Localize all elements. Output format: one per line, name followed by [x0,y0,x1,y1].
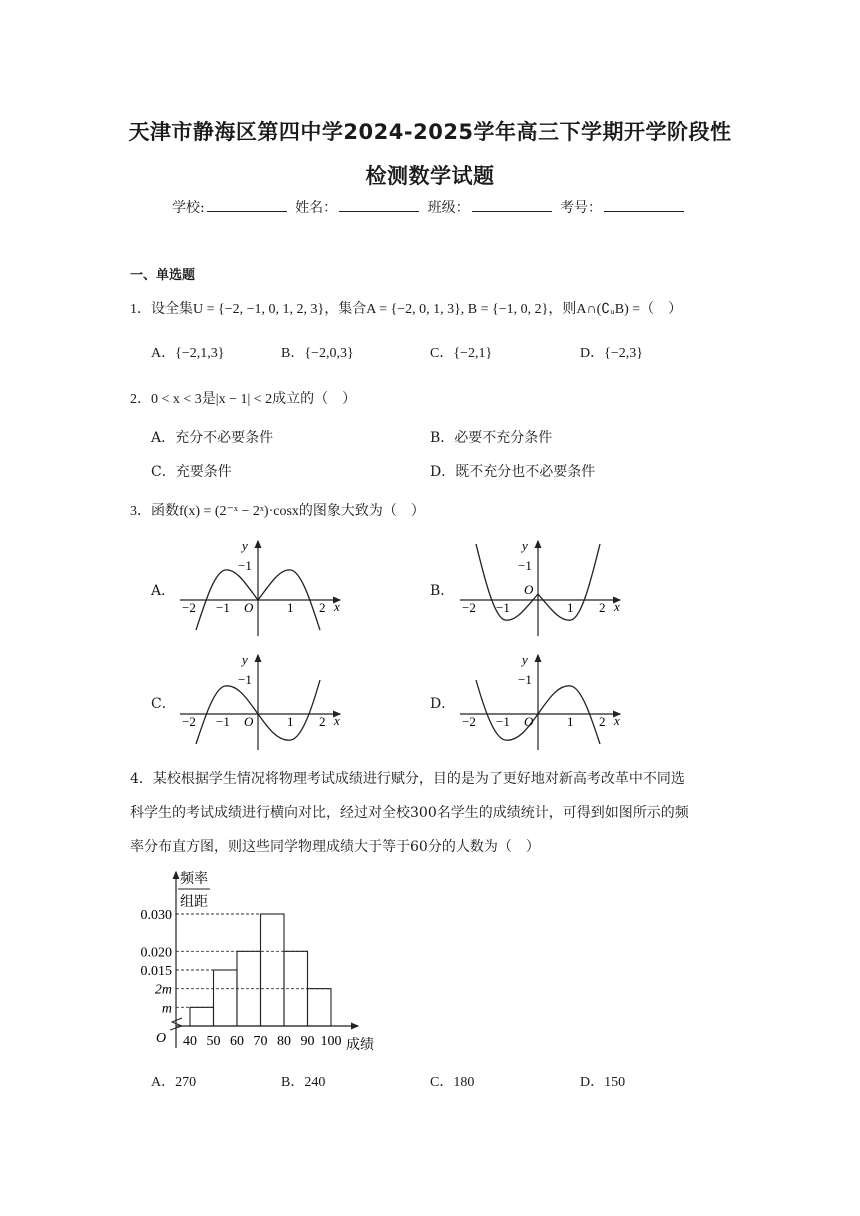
graph-c-tick: −1 [216,714,230,729]
graph-c [174,650,354,752]
name-label: 姓名： [295,200,338,216]
q1-option-b[interactable]: B．{−2,0,3} [281,346,354,361]
frequency-histogram [118,862,398,1060]
hist-x-tick-label: 40 [183,1034,197,1049]
graph-b-origin: O [524,582,534,597]
graph-d-y-label: y [522,652,528,667]
student-info-line [0,197,860,217]
graph-c-origin: O [244,714,254,729]
section-heading: 一、单选题 [130,268,196,283]
graph-c-tick: 2 [319,714,326,729]
doc-title-line1: 天津市静海区第四中学2024-2025学年高三下学期开学阶段性 [128,120,732,144]
hist-xlabel: 成绩 [346,1037,374,1053]
graph-b-tick: −2 [462,600,476,615]
graph-a-x-label: x [334,599,340,614]
hist-x-tick-label: 80 [277,1034,291,1049]
graph-c-x-label: x [334,713,340,728]
graph-a-tick: −2 [182,600,196,615]
graph-a-y-label: y [242,538,248,553]
q4-option-d[interactable]: D．150 [580,1075,626,1090]
graph-a [174,536,354,638]
q4-stem-line1: 4．某校根据学生情况将物理考试成绩进行赋分，目的是为了更好地对新高考改革中不同选 [130,771,685,787]
graph-c-tick: −2 [182,714,196,729]
q3-stem: 3．函数f(x) = (2⁻ˣ − 2ˣ)·cosx的图象大致为（ ） [130,504,425,519]
q2-option-c[interactable]: C．充要条件 [151,464,232,480]
doc-title-line2: 检测数学试题 [365,164,495,188]
graph-d-neg1: −1 [518,672,532,687]
hist-y-tick-label: m [161,1001,172,1017]
class-blank[interactable] [472,199,552,212]
hist-y-tick-label: 0.030 [140,908,172,923]
hist-x-tick-label: 90 [300,1034,315,1049]
q2-option-b[interactable]: B．必要不充分条件 [430,430,553,446]
class-label: 班级： [427,200,470,216]
q2-stem: 2．0 < x < 3是|x − 1| < 2成立的（ ） [130,392,357,407]
q3-option-d[interactable]: D． [430,696,456,712]
graph-b-y-label: y [522,538,528,553]
graph-d-tick: −2 [462,714,476,729]
q4-stem-line2: 科学生的考试成绩进行横向对比，经过对全校300名学生的成绩统计，可得到如图所示的频 [130,805,689,821]
q3-option-c[interactable]: C． [151,696,176,712]
hist-x-tick-label: 50 [206,1034,221,1049]
q4-stem-line3: 率分布直方图，则这些同学物理成绩大于等于60分的人数为（ ） [130,839,540,855]
graph-b-tick: 2 [599,600,606,615]
hist-y-tick-label: 2m [154,982,172,998]
hist-x-tick-label: 60 [230,1034,244,1049]
graph-b-tick: 1 [567,600,574,615]
graph-a-tick: 1 [287,600,294,615]
name-blank[interactable] [339,199,419,212]
graph-d-origin: O [524,714,534,729]
hist-ylabel-top: 频率 [180,871,208,887]
graph-d-tick: −1 [496,714,510,729]
q1-option-c[interactable]: C．{−2,1} [430,346,493,361]
hist-ylabel-bottom: 组距 [180,894,208,910]
graph-c-y-label: y [242,652,248,667]
hist-bar [261,914,285,1026]
hist-bar [308,989,332,1026]
q4-option-c[interactable]: C．180 [430,1075,475,1090]
graph-a-tick: 2 [319,600,326,615]
graph-d-tick: 1 [567,714,574,729]
q1-option-d[interactable]: D．{−2,3} [580,346,643,361]
q4-option-a[interactable]: A．270 [151,1075,197,1090]
graph-b-x-label: x [614,599,620,614]
graph-d-x-label: x [614,713,620,728]
hist-origin: O [156,1031,167,1046]
hist-x-tick-label: 100 [320,1034,342,1049]
graph-b [454,536,634,638]
graph-c-tick: 1 [287,714,294,729]
graph-b-tick: −1 [496,600,510,615]
q4-option-b[interactable]: B．240 [281,1075,326,1090]
number-blank[interactable] [604,199,684,212]
graph-a-neg1: −1 [238,558,252,573]
q2-option-a[interactable]: A．充分不必要条件 [151,430,274,446]
hist-x-tick-label: 70 [253,1034,268,1049]
graph-d [454,650,634,752]
q3-option-b[interactable]: B． [430,583,455,599]
number-label: 考号： [560,200,603,216]
graph-a-origin: O [244,600,254,615]
hist-bar [190,1007,214,1026]
q2-option-d[interactable]: D．既不充分也不必要条件 [430,464,596,480]
q3-option-a[interactable]: A． [151,583,176,599]
hist-y-tick-label: 0.020 [140,945,172,961]
graph-a-tick: −1 [216,600,230,615]
q1-stem: 1．设全集U = {−2, −1, 0, 1, 2, 3}，集合A = {−2, 0, 1, 3}, B = {−1, 0, 2}，则A∩(∁ᵤB) =（ ） [130,302,683,317]
graph-b-neg1: −1 [518,558,532,573]
q1-option-a[interactable]: A．{−2,1,3} [151,346,225,361]
graph-c-neg1: −1 [238,672,252,687]
school-label: 学校: [171,200,205,216]
hist-y-tick-label: 0.015 [140,964,172,979]
school-blank[interactable] [207,199,287,212]
hist-bar [214,970,238,1026]
graph-d-tick: 2 [599,714,606,729]
